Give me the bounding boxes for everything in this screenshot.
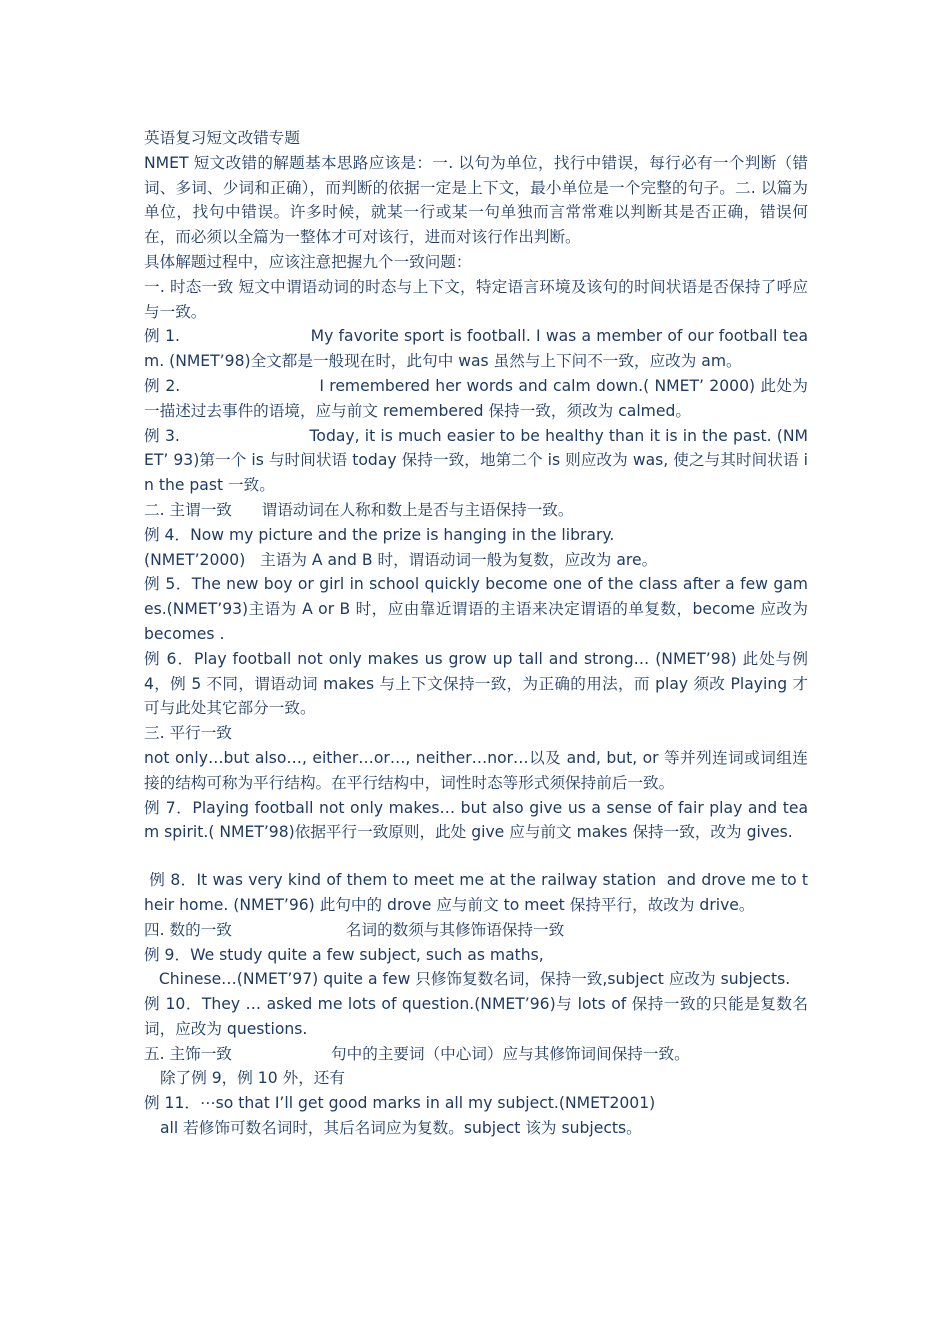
section-5-heading: 五. 主饰一致 句中的主要词（中心词）应与其修饰词间保持一致。 (144, 1044, 690, 1063)
example-9-explanation: Chinese…(NMET’97) quite a few 只修饰复数名词，保持一致,subject 应改为 subjects. (144, 970, 791, 989)
section-1-heading: 一. 时态一致 短文中谓语动词的时态与上下文，特定语言环境及该句的时间状语是否保持了呼应与一致。 (144, 277, 808, 321)
example-4-explanation: (NMET’2000) 主语为 A and B 时，谓语动词一般为复数，应改为 are。 (144, 550, 658, 569)
blank-line (144, 845, 808, 868)
example-11-explanation: all 若修饰可数名词时，其后名词应为复数。subject 该为 subjects。 (160, 1119, 642, 1138)
section-3-body: not only…but also…, either…or…, neither…nor…以及 and, but, or 等并列连词或词组连接的结构可称为平行结构。在平行结构中，词性时态等形式须保持前后一致。 (144, 748, 808, 792)
example-11-sentence: 例 11．⋯so that I’ll get good marks in all my subject.(NMET2001) (144, 1094, 656, 1113)
document-title: 英语复习短文改错专题 (144, 129, 300, 147)
example-10: 例 10．They … asked me lots of question.(NMET’96)与 lots of 保持一致的只能是复数名词，应改为 questions. (144, 995, 808, 1038)
section-4-heading: 四. 数的一致 名词的数须与其修饰语保持一致 (144, 920, 565, 939)
example-4-sentence: 例 4．Now my picture and the prize is hanging in the library. (144, 525, 615, 544)
section-5-note: 除了例 9，例 10 外，还有 (160, 1069, 345, 1088)
example-3: 例 3. Today, it is much easier to be healthy than it is in the past. (NMET’ 93)第一个 is 与时间状语 today 保持一致，地第二个 is 则应改为 was, 使之与其时间状语 in the past 一致。 (144, 426, 808, 495)
key-points-line: 具体解题过程中，应该注意把握九个一致问题： (144, 252, 472, 271)
document-page (144, 124, 808, 1141)
example-6: 例 6．Play football not only makes us grow up tall and strong… (NMET’98) 此处与例 4，例 5 不同，谓语动词 makes 与上下文保持一致，为正确的用法，而 play 须改 Playing 才可与此处其它部分一致。 (144, 649, 808, 718)
example-9-sentence: 例 9．We study quite a few subject, such as maths, (144, 945, 544, 964)
example-8: 例 8．It was very kind of them to meet me at the railway station and drove me to their home. (NMET’96) 此句中的 drove 应与前文 to meet 保持平行，故改为 drive。 (144, 871, 808, 914)
section-2-heading: 二. 主谓一致 谓语动词在人称和数上是否与主语保持一致。 (144, 500, 574, 519)
section-3-heading: 三. 平行一致 (144, 724, 232, 743)
example-5: 例 5．The new boy or girl in school quickly become one of the class after a few games.(NMET’93)主语为 A or B 时，应由靠近谓语的主语来决定谓语的单复数，become 应改为 becomes . (144, 575, 808, 643)
intro-paragraph: NMET 短文改错的解题基本思路应该是：一. 以句为单位，找行中错误，每行必有一个判断（错词、多词、少词和正确），而判断的依据一定是上下文，最小单位是一个完整的句子。二. 以篇为单位，找句中错误。许多时候，就某一行或某一句单独而言常常难以判断其是否正确，错误何在，而必须以全篇为一整体才可对该行，进而对该行作出判断。 (144, 153, 808, 247)
example-2: 例 2. I remembered her words and calm down.( NMET’ 2000) 此处为一描述过去事件的语境，应与前文 remembered 保持一致，须改为 calmed。 (144, 376, 808, 420)
example-7: 例 7．Playing football not only makes… but also give us a sense of fair play and team spirit.( NMET’98)依据平行一致原则，此处 give 应与前文 makes 保持一致，改为 gives. (144, 798, 808, 842)
example-1: 例 1. My favorite sport is football. I was a member of our football team. (NMET’98)全文都是一般现在时，此句中 was 虽然与上下问不一致，应改为 am。 (144, 327, 808, 371)
